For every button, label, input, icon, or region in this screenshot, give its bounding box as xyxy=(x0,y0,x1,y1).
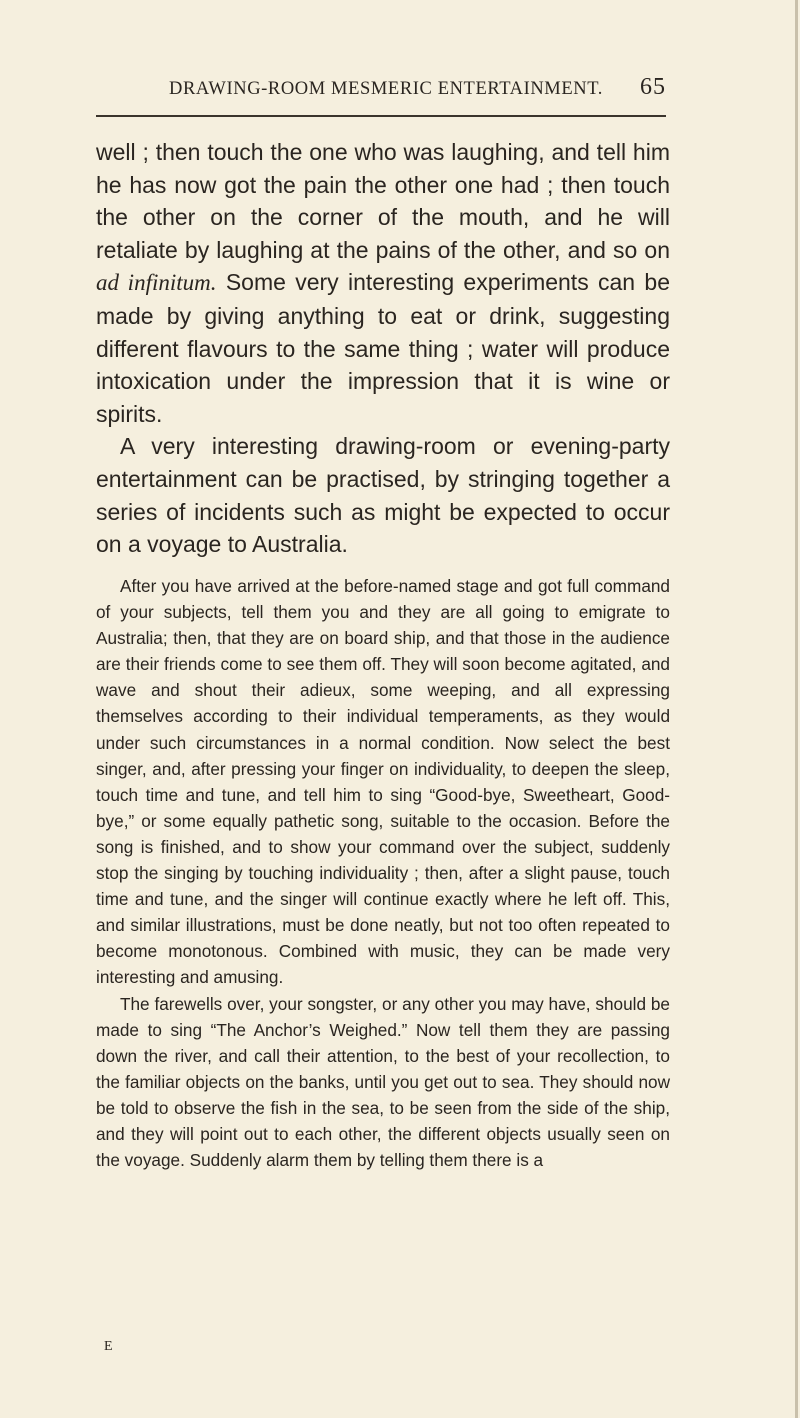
paragraph-4: The farewells over, your songster, or any other you may have, should be made to sing “The Anchor’s Weighed.” Now tell them they are passing down the river, and call their attention, to the best of your recollection, to the familiar objects on the banks, until you get out to sea. They should now be told to observe the fish in the sea, to be seen from the side of the ship, and they will point out to each other, the different objects usually seen on the voyage. Suddenly alarm them by telling them there is a xyxy=(96,993,670,1171)
paragraph-1-italic: ad infinitum. xyxy=(96,270,217,296)
paragraph-3: After you have arrived at the before-named stage and got full command of your subjects, tell them you and they are all going to emigrate to Australia; then, that they are on board ship, and that those in the audience are their friends come to see them off. They will soon become agitated, and wave and shout their adieux, some weeping, and all expressing themselves according to their individual temperaments, as they would under such circumstances in a normal condition. Now select the best singer, and, after pressing your finger on individuality, to deepen the sleep, touch time and tune, and tell him to sing “Good-bye, Sweetheart, Good-bye,” or some equally pathetic song, suitable to the occasion. Before the song is finished, and to show your command over the subject, suddenly stop the singing by touching individuality ; then, after a slight pause, touch time and tune, and the singer will continue exactly where he left off. This, and similar illustrations, must be done neatly, but not too often repeated to become monotonous. Combined with music, they can be made very interesting and amusing. xyxy=(96,576,670,988)
running-title: DRAWING-ROOM MESMERIC ENTERTAINMENT. xyxy=(169,79,603,99)
main-text-large xyxy=(96,136,670,561)
header-rule xyxy=(96,115,666,117)
paragraph-1-text-a: well ; then touch the one who was laughing, and tell him he has now got the pain the other one had ; then touch the other on the corner of the mouth, and he will retaliate by laughing at the pains of the other, and so on xyxy=(96,139,670,263)
page-number: 65 xyxy=(640,74,666,100)
page-header xyxy=(96,74,666,101)
signature-mark: E xyxy=(104,1339,114,1354)
page-edge xyxy=(795,0,798,1418)
paragraph-1-text-b: Some very interesting experiments can be made by giving anything to eat or drink, suggesting different flavours to the same thing ; water will produce intoxication under the impression that it is wine or spirits. xyxy=(96,269,671,427)
paragraph-1 xyxy=(96,136,670,430)
main-text-small xyxy=(96,573,670,1173)
paragraph-2: A very interesting drawing-room or evening-party entertainment can be practised, by stringing together a series of incidents such as might be expected to occur on a voyage to Australia. xyxy=(96,433,670,558)
